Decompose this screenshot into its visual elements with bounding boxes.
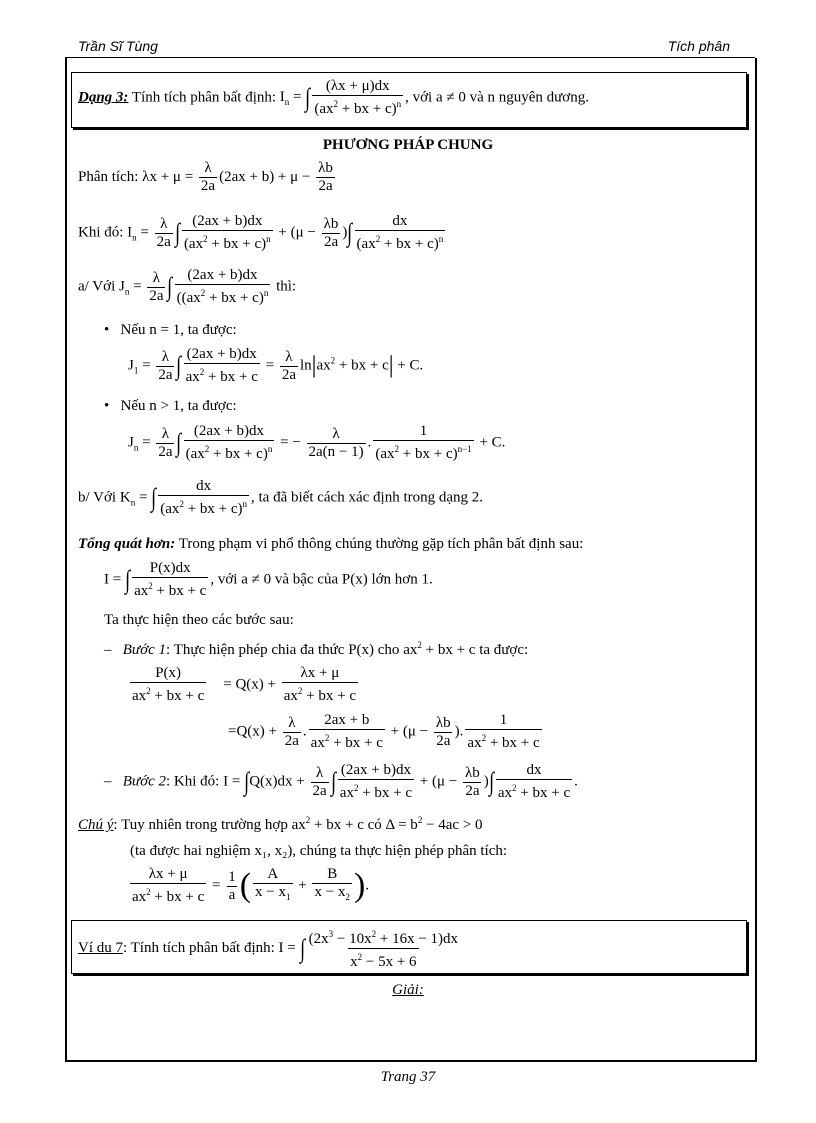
step1-tail: ta được:: [479, 642, 529, 658]
phan-tich-label: Phân tích:: [78, 168, 139, 185]
vidu-text: : Tính tích phân bất định:: [123, 939, 275, 956]
step1-line: – Bước 1: Thực hiện phép chia đa thức P(x) cho $ax^2$ + bx + c ta được:: [104, 640, 529, 658]
case2-formula: $J_n$ = $\frac{\lambda}{2a}$ ∫ $\frac{(2ax + b)dx}{(ax^2 + bx + c)^n}$ = − $\frac{\lambda}{2a(n - 1)}$ . $\frac{1}{(ax^2 + bx + c)^{n-1}}$ + C.: [128, 423, 506, 462]
khi-do-label: Khi đó:: [78, 224, 124, 241]
part-a-then: thì:: [276, 278, 297, 295]
case1-text: Nếu n = 1, ta được:: [120, 322, 237, 338]
dang3-tail: , với a ≠ 0 và n nguyên dương.: [405, 89, 589, 106]
general-tail: , với a ≠ 0 và bậc của P(x) lớn hơn 1.: [210, 571, 433, 588]
steps-intro: Ta thực hiện theo các bước sau:: [104, 612, 294, 628]
vidu-statement: Ví du 7: Tính tích phân bất định: I = ∫ $\frac{(2x^3 - 10x^2 + 16x - 1)dx}{x^2 - 5x + 6}$: [78, 929, 459, 970]
chu-y-text: : Tuy nhiên trong trường hợp: [113, 817, 288, 833]
dang3-formula: $I_n$ = ∫ $\frac{(\lambda x + \mu)dx}{(ax^2 + bx + c)^n}$: [279, 78, 402, 117]
method-title: PHƯƠNG PHÁP CHUNG: [322, 137, 494, 153]
part-a-line: a/ Với $J_n$ = $\frac{\lambda}{2a}$ ∫ $\frac{(2ax + b)dx}{((ax^2 + bx + c)^n}$ thì:: [78, 267, 297, 306]
dang3-text: Tính tích phân bất định:: [131, 89, 277, 106]
chu-y-line: Chú ý: Tuy nhiên trong trường hợp $ax^2$ + bx + c có $\Delta = b^2 - 4ac > 0$: [78, 815, 483, 833]
giai-heading: Giải:: [392, 982, 424, 998]
case2-bullet: • Nếu n > 1, ta được:: [104, 398, 237, 414]
chu-y-label: Chú ý: [78, 817, 114, 833]
tong-quat-text: Trong phạm vi phổ thông chúng thường gặp tích phân bất định sau:: [178, 536, 584, 552]
general-integral: I = ∫ $\frac{P(x)dx}{ax^2 + bx + c}$ , với a ≠ 0 và bậc của P(x) lớn hơn 1.: [104, 560, 433, 599]
header-subject: Tích phân: [667, 38, 730, 54]
page-number: Trang 37: [380, 1069, 436, 1085]
part-b-tail: , ta đã biết cách xác định trong dạng 2.: [251, 489, 484, 506]
division-line1: $\frac{P(x)}{ax^2 + bx + c}$ = Q(x) + $\frac{\lambda x + \mu}{ax^2 + bx + c}$: [132, 665, 356, 704]
dang3-label: Dạng 3:: [78, 89, 129, 106]
case2-text: Nếu n > 1, ta được:: [120, 398, 237, 414]
step2-label: Bước 2: [122, 773, 167, 790]
partial-fraction: $\frac{\lambda x + \mu}{ax^2 + bx + c}$ = $\frac{1}{a}$ ( $\frac{A}{x - x_1}$ + $\frac{B}{x - x_2}$ ).: [132, 866, 370, 905]
tong-quat-line: [78, 536, 583, 553]
step1-text: : Thực hiện phép chia đa thức P(x) cho: [166, 642, 400, 658]
case1-formula: $J_1$ = $\frac{\lambda}{2a}$ ∫ $\frac{(2ax + b)dx}{ax^2 + bx + c}$ = $\frac{\lambda}{2a}$ $\ln|ax^2$ + bx + c| + C.: [128, 346, 424, 385]
part-b-line: b/ Với $K_n$ = ∫ $\frac{dx}{(ax^2 + bx + c)^n}$ , ta đã biết cách xác định trong dạng 2.: [78, 478, 484, 517]
part-a-label: a/ Với: [78, 278, 116, 295]
dang3-statement: [78, 78, 589, 118]
step2-line: – Bước 2: Khi đó: I = ∫Q(x)dx + $\frac{\lambda}{2a}$ ∫ $\frac{(2ax + b)dx}{ax^2 + bx + c}$ + (μ − $\frac{\lambda b}{2a}$ )∫ $\frac{dx}{ax^2 + bx + c}$ .: [104, 762, 578, 801]
chu-y-mid: có: [367, 817, 382, 833]
khi-do-line: Khi đó: $I_n$ = $\frac{\lambda}{2a}$ ∫ $\frac{(2ax + b)dx}{(ax^2 + bx + c)^n}$ + (μ − $\frac{\lambda b}{2a}$ )∫ $\frac{dx}{(ax^2 + bx + c)^n}$: [78, 213, 444, 252]
tong-quat-label: Tổng quát hơn:: [78, 536, 176, 552]
division-line2: =Q(x) + $\frac{\lambda}{2a}$ . $\frac{2ax + b}{ax^2 + bx + c}$ + (μ − $\frac{\lambda b}{2a}$ ). $\frac{1}{ax^2 + bx + c}$: [228, 712, 540, 751]
step1-label: Bước 1: [122, 642, 167, 658]
phan-tich-line: Phân tích: λx + μ = $\frac{\lambda}{2a}$ (2ax + b) + μ − $\frac{\lambda b}{2a}$: [78, 160, 333, 194]
case1-bullet: • Nếu n = 1, ta được:: [104, 322, 237, 338]
chu-y-line2: (ta được hai nghiệm x₁, x₂), chúng ta thực hiện phép phân tích:: [130, 843, 508, 859]
header-author: Trần Sĩ Tùng: [78, 38, 158, 54]
step2-text: : Khi đó:: [166, 773, 220, 790]
vidu-label: Ví du 7: [78, 939, 123, 956]
part-b-label: b/ Với: [78, 489, 117, 506]
